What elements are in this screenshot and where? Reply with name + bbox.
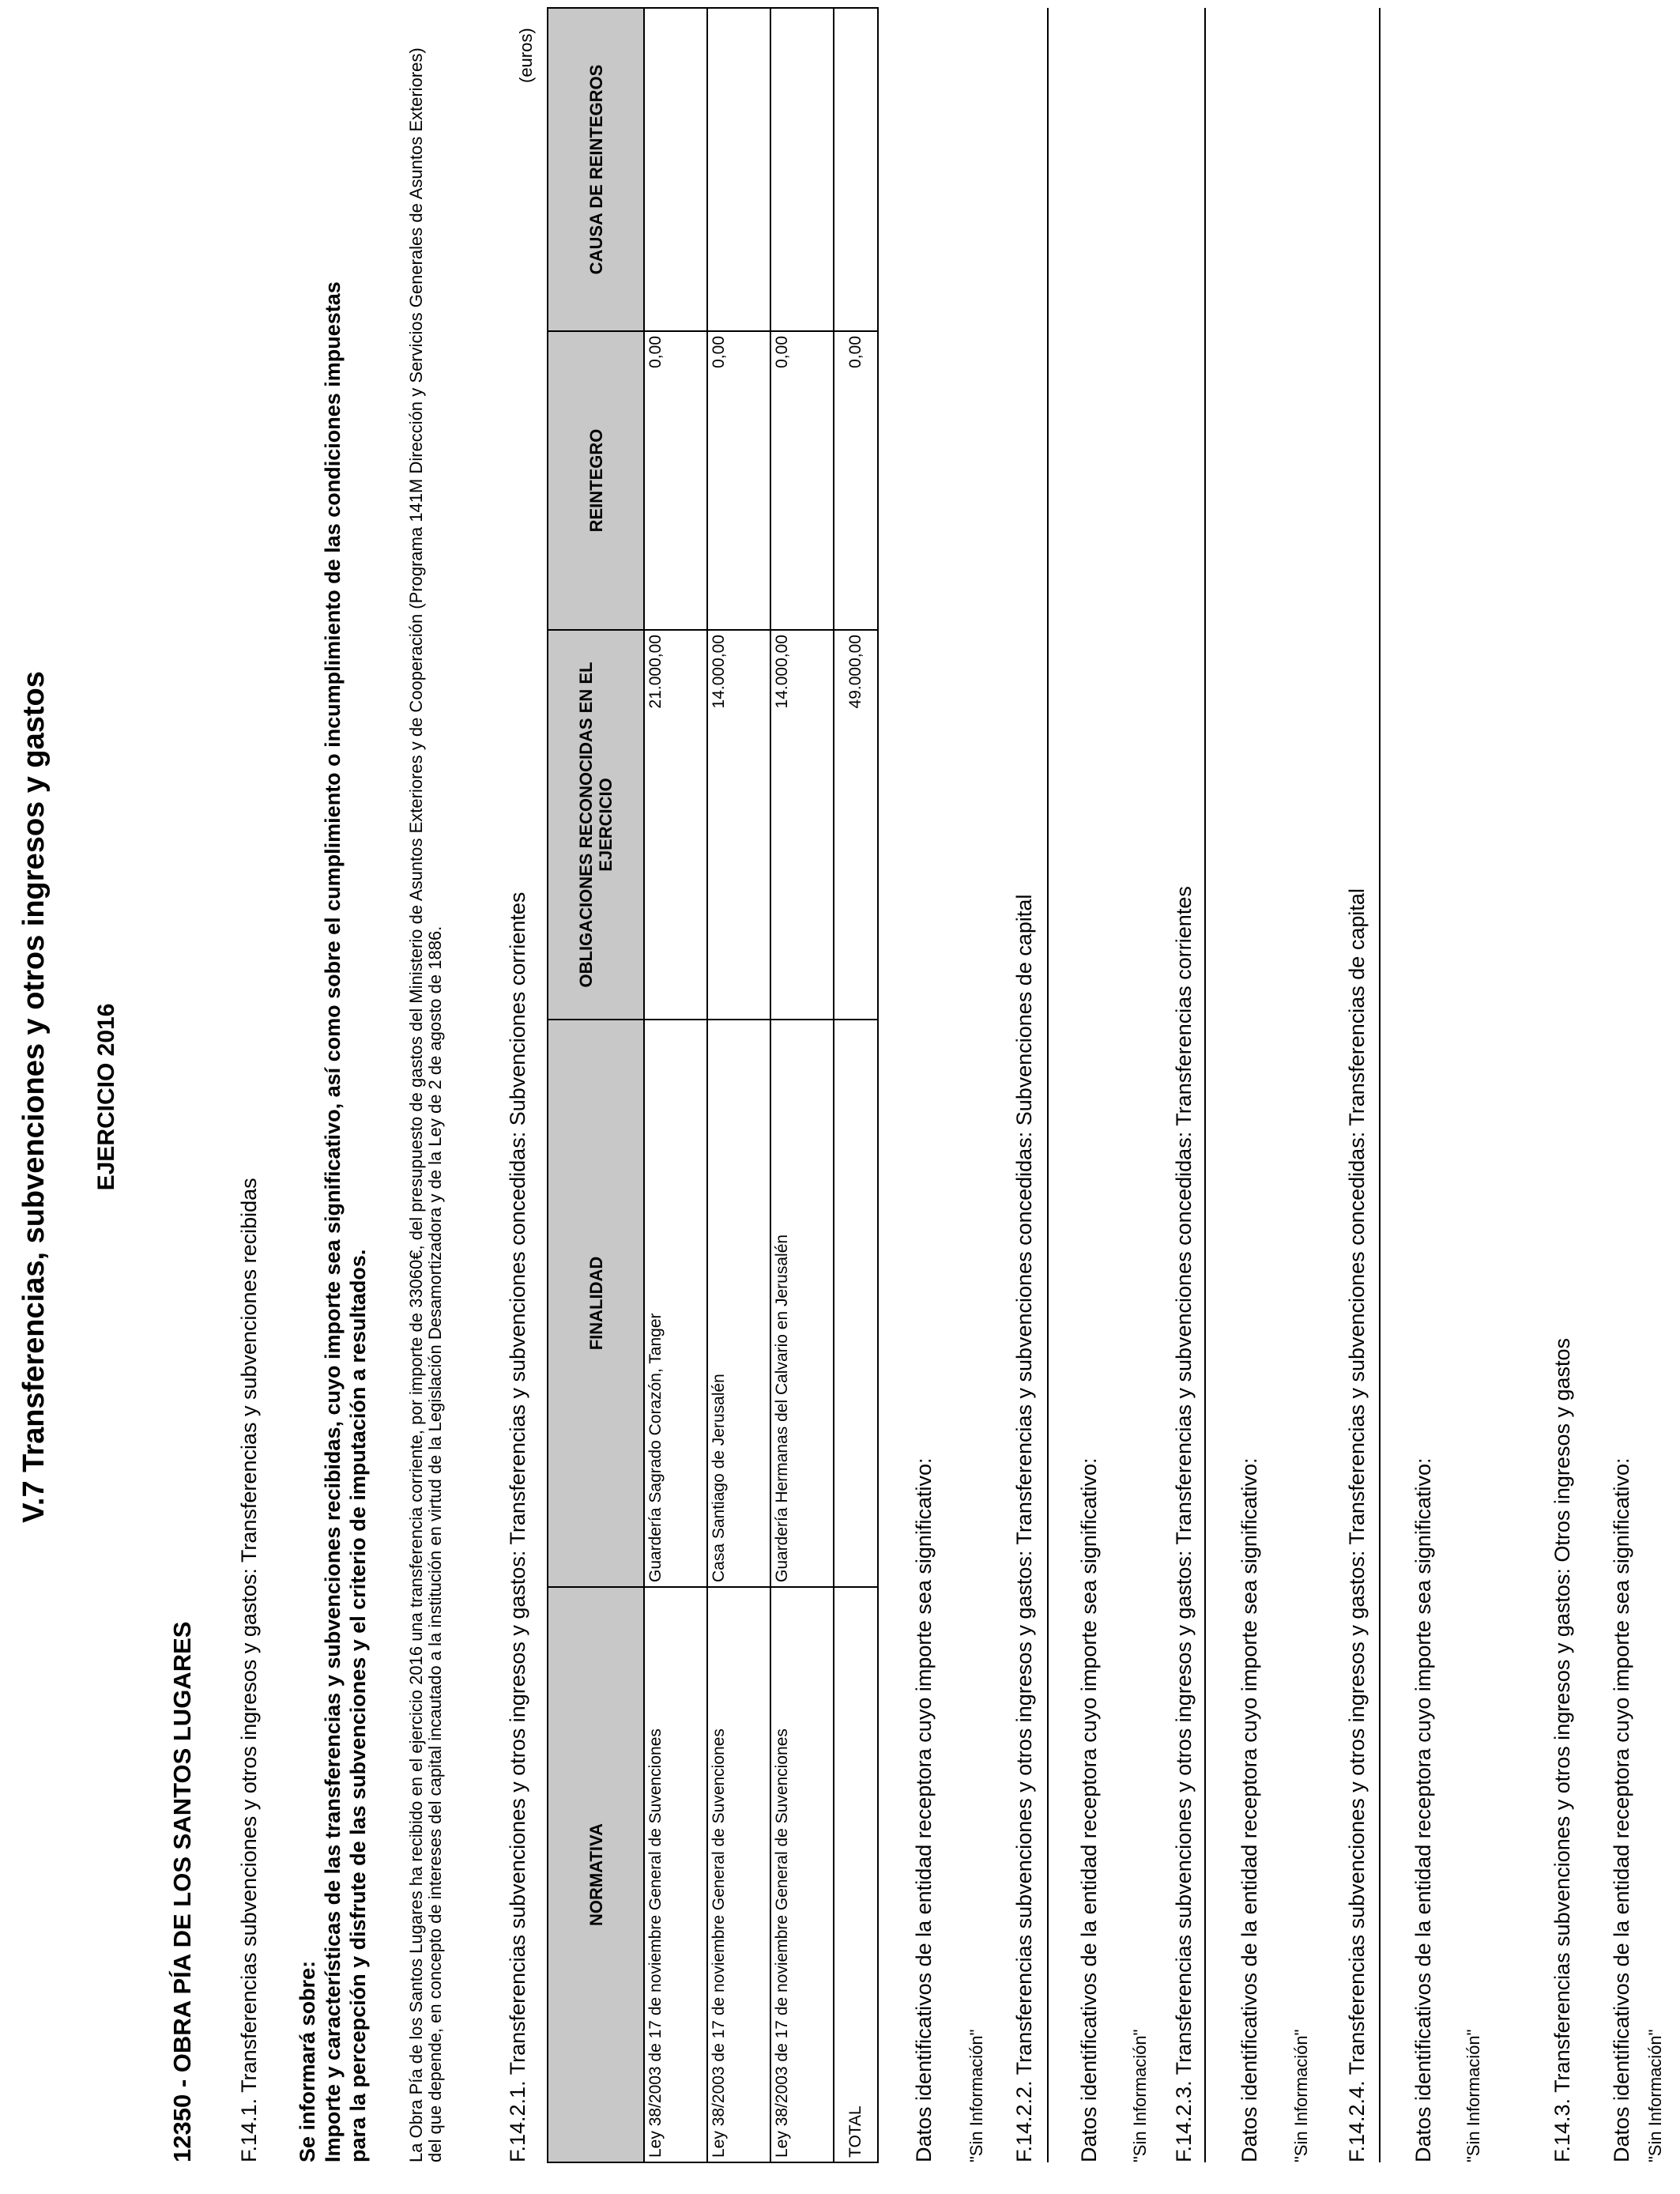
- inform-label: Se informará sobre:: [296, 1960, 319, 2162]
- col-header-normativa: NORMATIVA: [548, 1587, 644, 2162]
- datos-label-f14223: Datos identificativos de la entidad receptora cuyo importe sea significativo:: [1237, 1457, 1261, 2162]
- cell-total-label: TOTAL: [834, 1587, 878, 2162]
- col-header-causa: CAUSA DE REINTEGROS: [548, 8, 644, 331]
- cell-finalidad: Casa Santiago de Jerusalén: [707, 1020, 770, 1587]
- datos-label-f14221: Datos identificativos de la entidad receptora cuyo importe sea significativo:: [912, 1457, 936, 2162]
- table-row: [707, 8, 770, 2162]
- cell-finalidad: Guardería Hermanas del Calvario en Jerusalén: [770, 1020, 834, 1587]
- table-row: [770, 8, 834, 2162]
- cell-causa: [707, 8, 770, 331]
- transfer-paragraph: La Obra Pía de los Santos Lugares ha recibido en el ejercicio 2016 una transferencia corriente, por importe de 33060€, del presupuesto de gastos del Ministerio de Asuntos Exteriores y de Cooperación (Programa 141M Dirección y Servicios Generales de Asuntos Exteriores) del que depende, en concepto de intereses del capital incautado a la institución en virtud de la Legislación Desamortizadora y de la Ley de 2 de agosto de 1886.: [406, 47, 445, 2162]
- cell-reintegro: 0,00: [644, 331, 707, 630]
- table-total-row: [834, 8, 878, 2162]
- cell-causa: [770, 8, 834, 331]
- cell-obligaciones: 21.000,00: [644, 630, 707, 1020]
- unit-label: (euros): [516, 28, 536, 83]
- cell-total-causa: [834, 8, 878, 331]
- sin-info-f14222: "Sin Información": [1130, 2029, 1150, 2162]
- sin-info-f143: "Sin Información": [1645, 2029, 1665, 2162]
- subvenciones-table: [547, 7, 879, 2163]
- cell-reintegro: 0,00: [770, 331, 834, 630]
- cell-finalidad: Guardería Sagrado Corazón, Tanger: [644, 1020, 707, 1587]
- sin-info-f14224: "Sin Información": [1463, 2029, 1483, 2162]
- table-header-row: [548, 8, 644, 2162]
- datos-label-f14222: Datos identificativos de la entidad receptora cuyo importe sea significativo:: [1077, 1457, 1101, 2162]
- sin-info-f14223: "Sin Información": [1291, 2029, 1311, 2162]
- section-f14223-heading: F.14.2.3. Transferencias subvenciones y otros ingresos y gastos: Transferencias y subvenciones concedidas: Transferencias corrientes: [1172, 886, 1196, 2162]
- table-row: [644, 8, 707, 2162]
- inform-text: Importe y características de las transferencias y subvenciones recibidas, cuyo importe sea significativo, así como sobre el cumplimiento o incumplimiento de las condiciones impuestas para la percepción y disfrute de las subvenciones y el criterio de imputación a resultados.: [321, 281, 370, 2162]
- cell-reintegro: 0,00: [707, 331, 770, 630]
- section-f14221-heading: F.14.2.1. Transferencias subvenciones y otros ingresos y gastos: Transferencias y subvenciones concedidas: Subvenciones corrientes: [506, 892, 529, 2162]
- sin-info-f14221: "Sin Información": [966, 2029, 986, 2162]
- cell-normativa: Ley 38/2003 de 17 de noviembre General de Suvenciones: [644, 1587, 707, 2162]
- section-f143-heading: F.14.3. Transferencias subvenciones y otros ingresos y gastos: Otros ingresos y gastos: [1550, 1337, 1574, 2162]
- section-divider: [1204, 8, 1206, 2162]
- col-header-finalidad: FINALIDAD: [548, 1020, 644, 1587]
- section-divider: [1047, 8, 1049, 2162]
- datos-label-f14224: Datos identificativos de la entidad receptora cuyo importe sea significativo:: [1411, 1457, 1435, 2162]
- section-f14222-heading: F.14.2.2. Transferencias subvenciones y otros ingresos y gastos: Transferencias y subvenciones concedidas: Subvenciones de capital: [1012, 894, 1036, 2162]
- cell-total-obligaciones: 49.000,00: [834, 630, 878, 1020]
- section-f1411-heading: F.14.1. Transferencias subvenciones y otros ingresos y gastos: Transferencias y subvenciones recibidas: [237, 1178, 261, 2162]
- cell-total-finalidad: [834, 1020, 878, 1587]
- fiscal-year: EJERCICIO 2016: [93, 1003, 119, 1191]
- datos-label-f143: Datos identificativos de la entidad receptora cuyo importe sea significativo:: [1610, 1457, 1633, 2162]
- entity-name: 12350 - OBRA PÍA DE LOS SANTOS LUGARES: [168, 1621, 196, 2162]
- page-title: V.7 Transferencias, subvenciones y otros ingresos y gastos: [17, 671, 51, 1523]
- cell-obligaciones: 14.000,00: [770, 630, 834, 1020]
- section-divider: [1379, 8, 1381, 2162]
- cell-normativa: Ley 38/2003 de 17 de noviembre General de Suvenciones: [707, 1587, 770, 2162]
- col-header-obligaciones: OBLIGACIONES RECONOCIDAS EN EL EJERCICIO: [548, 630, 644, 1020]
- cell-obligaciones: 14.000,00: [707, 630, 770, 1020]
- col-header-reintegro: REINTEGRO: [548, 331, 644, 630]
- cell-causa: [644, 8, 707, 331]
- cell-normativa: Ley 38/2003 de 17 de noviembre General de Suvenciones: [770, 1587, 834, 2162]
- cell-total-reintegro: 0,00: [834, 331, 878, 630]
- section-f14224-heading: F.14.2.4. Transferencias subvenciones y otros ingresos y gastos: Transferencias y subvenciones concedidas: Transferencias de capital: [1345, 888, 1369, 2162]
